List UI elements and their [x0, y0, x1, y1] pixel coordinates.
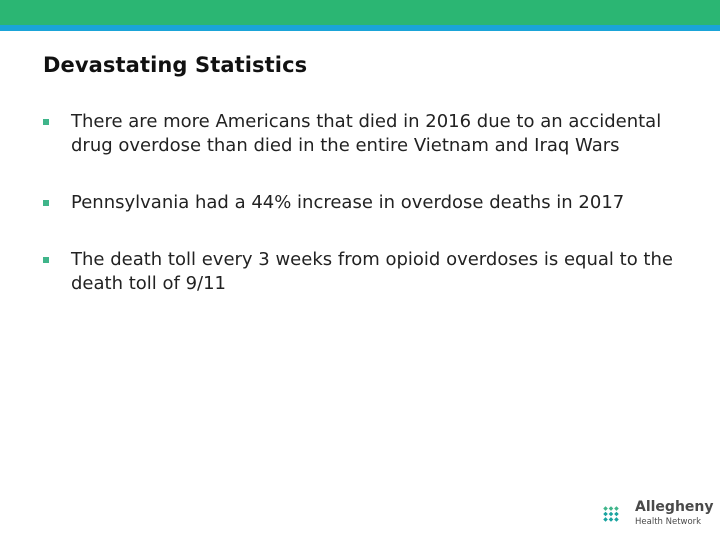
logo-diamond: [614, 506, 619, 511]
slide-title: Devastating Statistics: [43, 53, 308, 77]
bullet-text: The death toll every 3 weeks from opioid overdoses is equal to the death toll of 9/11: [71, 249, 673, 294]
logo-diamond: [603, 517, 608, 522]
bullet-item: [43, 110, 693, 158]
logo-diamond: [609, 512, 614, 517]
logo-diamond: [603, 506, 608, 511]
header-green-stripe: [0, 0, 720, 25]
bullet-text: There are more Americans that died in 2016 due to an accidental drug overdose than died in the entire Vietnam and Iraq Wars: [71, 111, 662, 156]
square-bullet-icon: [43, 257, 49, 263]
logo-name: Allegheny: [635, 499, 714, 515]
diamond-grid-logo-icon: [592, 495, 630, 533]
bullet-list: [43, 110, 693, 296]
header-band: [0, 0, 720, 32]
bullet-item: [43, 248, 693, 296]
header-blue-stripe: [0, 25, 720, 31]
logo-diamond: [603, 512, 608, 517]
logo-diamond: [614, 512, 619, 517]
logo-diamond: [609, 506, 614, 511]
logo-diamond: [614, 517, 619, 522]
bullet-text: Pennsylvania had a 44% increase in overdose deaths in 2017: [71, 192, 625, 213]
square-bullet-icon: [43, 119, 49, 125]
square-bullet-icon: [43, 200, 49, 206]
logo-diamond: [609, 517, 614, 522]
brand-logo: [592, 495, 712, 535]
bullet-item: [43, 191, 693, 215]
logo-subtitle: Health Network: [635, 517, 702, 527]
